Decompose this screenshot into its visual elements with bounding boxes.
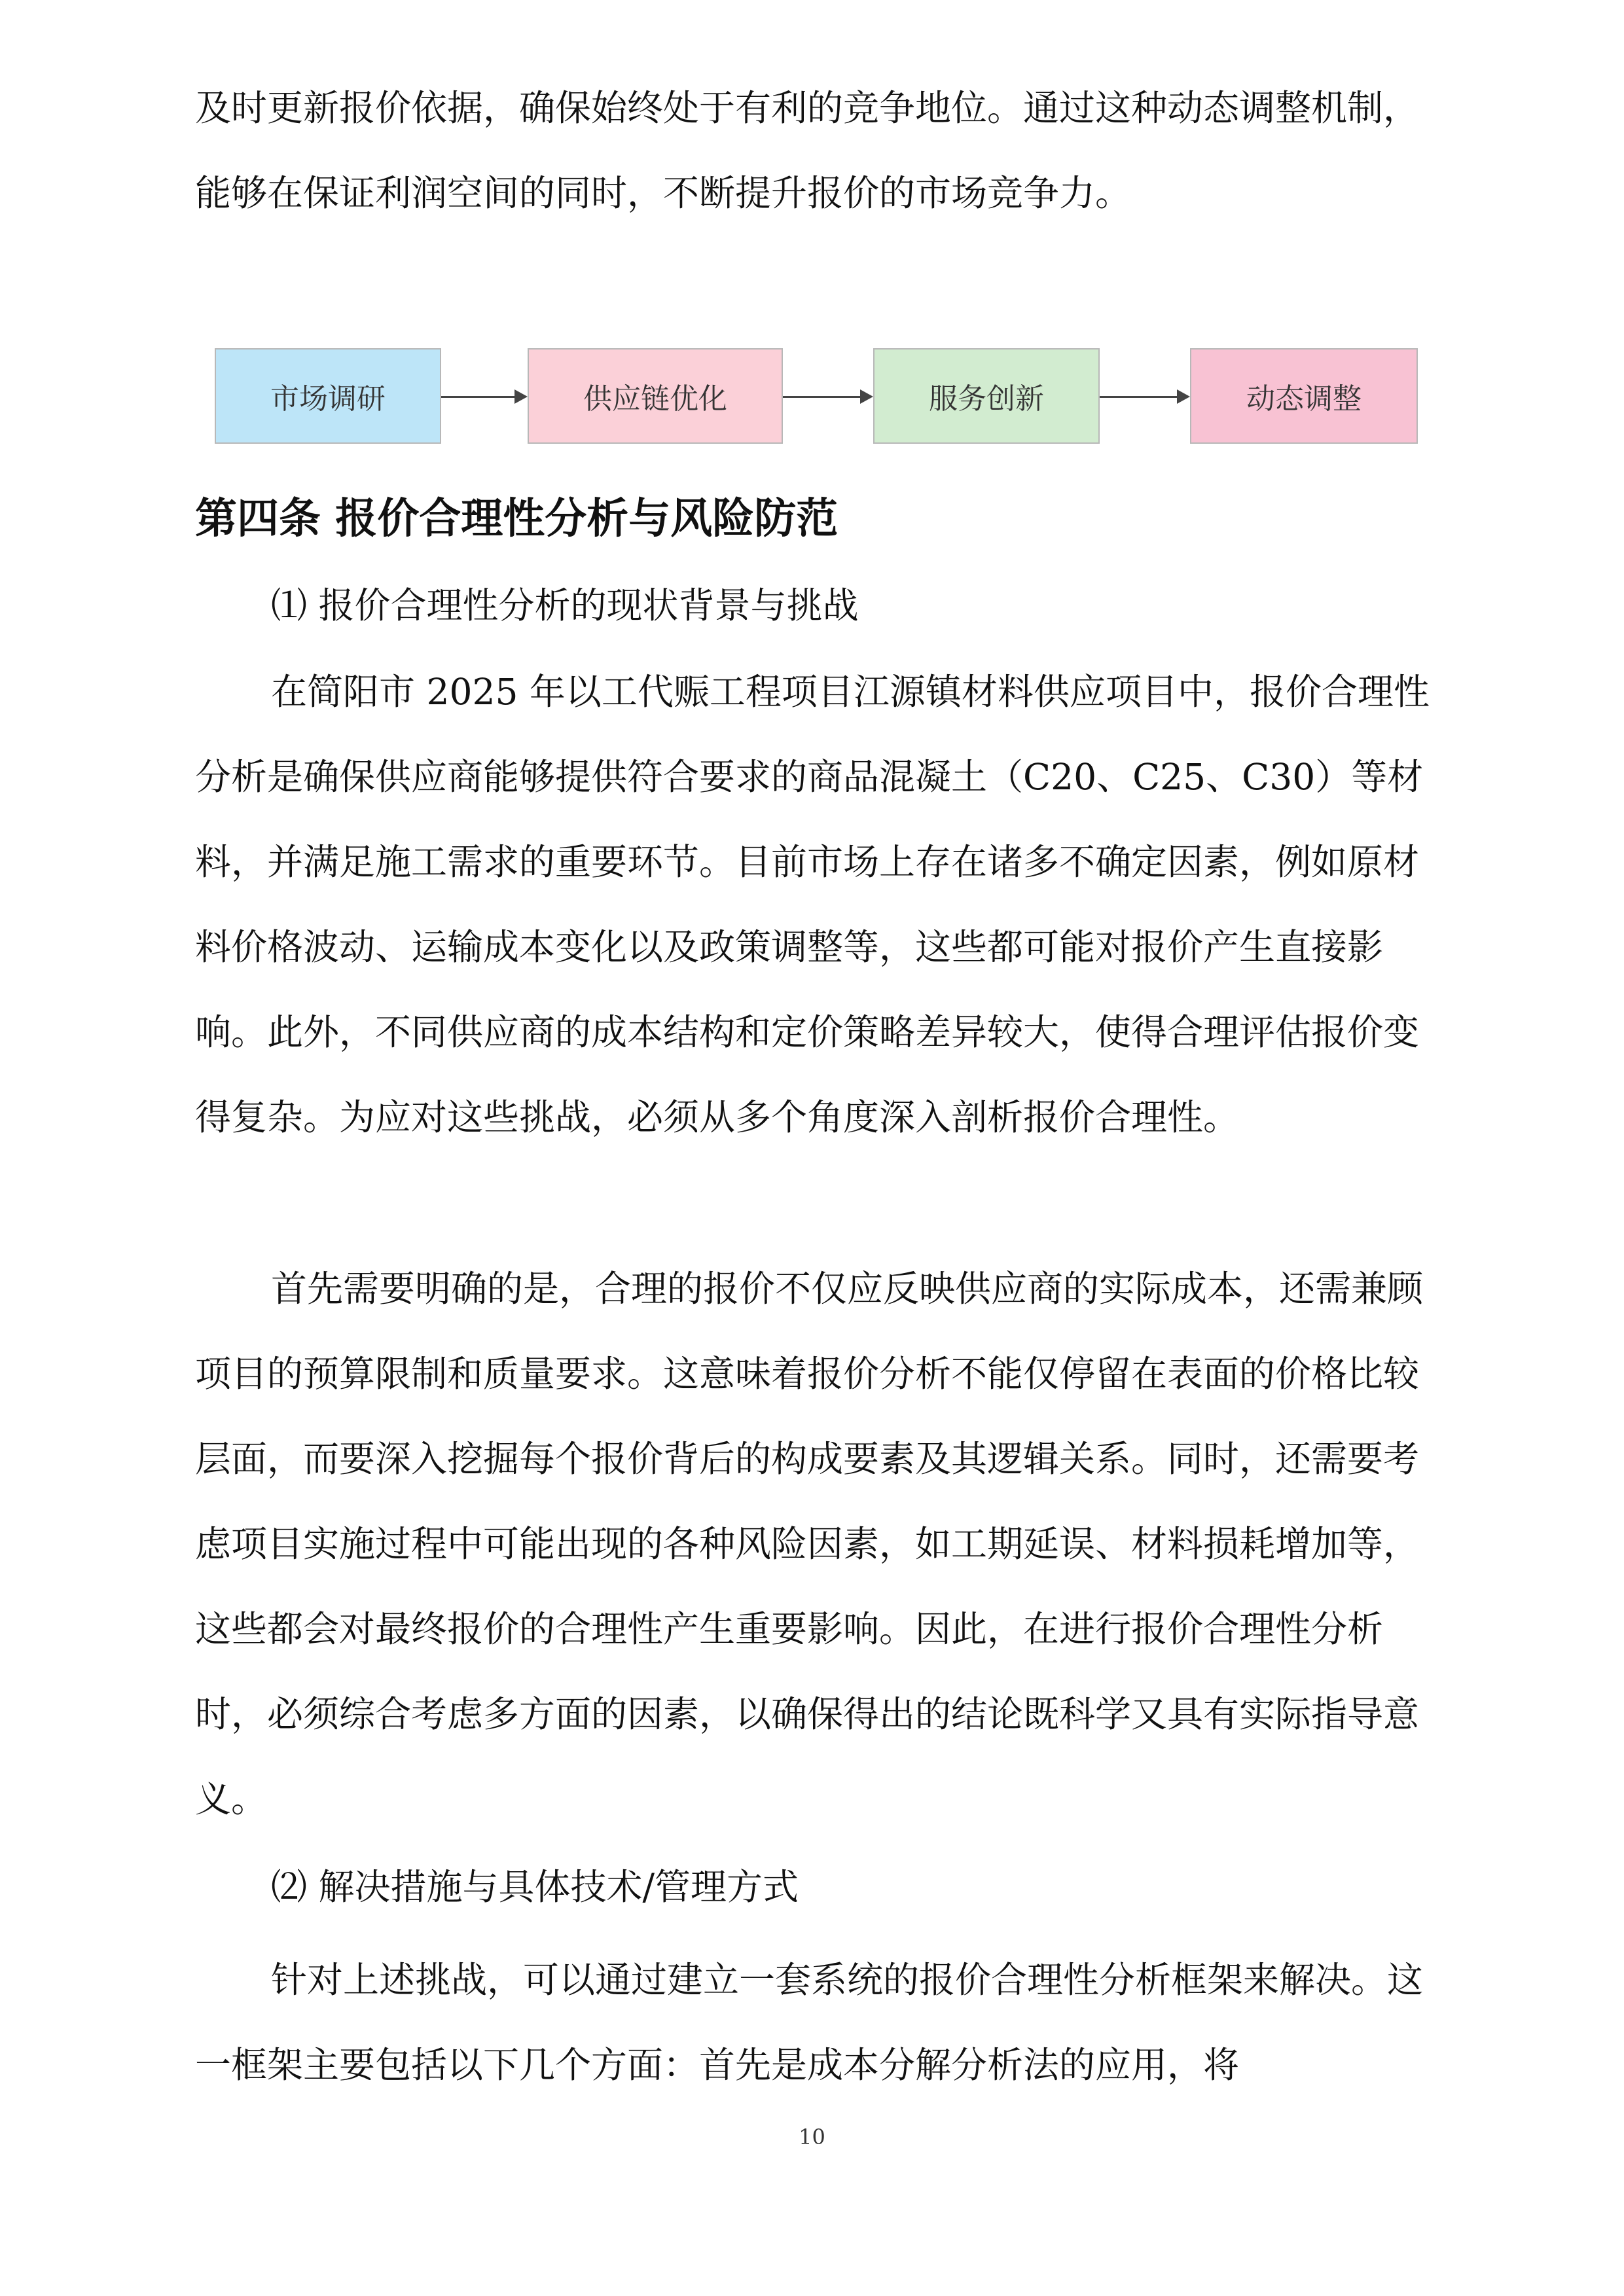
process-flow-diagram <box>215 348 1427 445</box>
subheading-solutions: ⑵ 解决措施与具体技术/管理方式 <box>271 1866 799 1908</box>
flow-step-market-research: 市场调研 <box>215 348 441 444</box>
flow-arrow-icon <box>1100 396 1187 398</box>
subheading-background: ⑴ 报价合理性分析的现状背景与挑战 <box>271 584 859 626</box>
flow-step-supply-chain: 供应链优化 <box>528 348 783 444</box>
body-paragraph: 在简阳市 2025 年以工代赈工程项目江源镇材料供应项目中，报价合理性分析是确保供应商能够提供符合要求的商品混凝土（C20、C25、C30）等材料，并满足施工需求的重要环节。目前市场上存在诸多不确定因素，例如原材料价格波动、运输成本变化以及政策调整等，这些都可能对报价产生直接影响。此外，不同供应商的成本结构和定价策略差异较大，使得合理评估报价变得复杂。为应对这些挑战，必须从多个角度深入剖析报价合理性。 <box>195 671 1430 1138</box>
intro-paragraph: 及时更新报价依据，确保始终处于有利的竞争地位。通过这种动态调整机制，能够在保证利润空间的同时，不断提升报价的市场竞争力。 <box>195 87 1420 214</box>
page-number: 10 <box>799 2125 825 2149</box>
flow-step-dynamic-adjustment: 动态调整 <box>1190 348 1418 444</box>
flow-arrow-icon <box>441 396 525 398</box>
flow-step-service-innovation: 服务创新 <box>873 348 1100 444</box>
section-heading: 第四条 报价合理性分析与风险防范 <box>195 494 839 543</box>
body-paragraph: 针对上述挑战，可以通过建立一套系统的报价合理性分析框架来解决。这一框架主要包括以下几个方面：首先是成本分解分析法的应用，将 <box>195 1959 1424 2086</box>
flow-arrow-icon <box>783 396 871 398</box>
body-paragraph: 首先需要明确的是，合理的报价不仅应反映供应商的实际成本，还需兼顾项目的预算限制和质量要求。这意味着报价分析不能仅停留在表面的价格比较层面，而要深入挖掘每个报价背后的构成要素及其逻辑关系。同时，还需要考虑项目实施过程中可能出现的各种风险因素，如工期延误、材料损耗增加等，这些都会对最终报价的合理性产生重要影响。因此，在进行报价合理性分析时，必须综合考虑多方面的因素，以确保得出的结论既科学又具有实际指导意义。 <box>195 1268 1424 1820</box>
